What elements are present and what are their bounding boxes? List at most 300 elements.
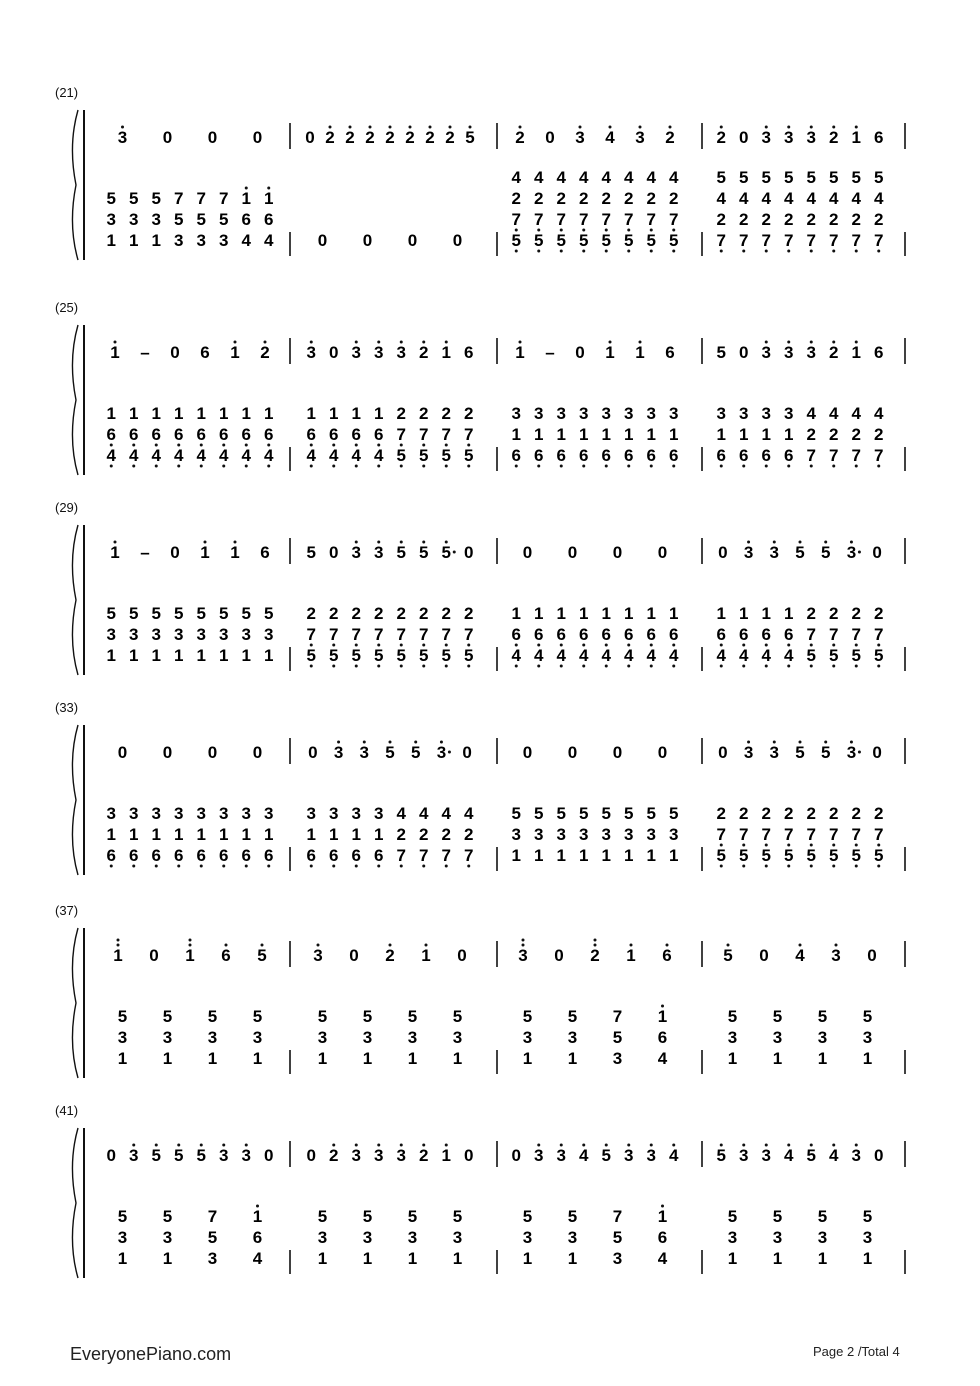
accompaniment-note: 1: [511, 425, 521, 444]
accompaniment-note: 4: [761, 646, 771, 665]
accompaniment-note: 3: [329, 804, 339, 823]
octave-down-dot: [855, 465, 858, 468]
accompaniment-note: 4: [511, 646, 521, 665]
melody-note: 1: [851, 343, 861, 362]
accompaniment-note: 2: [874, 425, 884, 444]
accompaniment-note: 5: [441, 446, 451, 465]
accompaniment-note: 2: [739, 804, 749, 823]
system: [72, 725, 905, 875]
octave-up-dot: [787, 126, 790, 129]
accompaniment-note: 3: [196, 231, 206, 250]
melody-note: 1: [851, 128, 861, 147]
octave-down-dot: [560, 465, 563, 468]
accompaniment-note: 5: [851, 646, 861, 665]
melody-note: 0: [612, 743, 623, 762]
accompaniment-note: 5: [534, 804, 544, 823]
accompaniment-note: 7: [207, 1207, 218, 1226]
octave-up-dot: [429, 126, 432, 129]
accompaniment-note: 3: [362, 1028, 373, 1047]
accompaniment-note: 4: [669, 168, 679, 187]
accompaniment-note: 3: [534, 404, 544, 423]
accompaniment-note: 2: [806, 425, 816, 444]
accompaniment-note: 5: [252, 1007, 263, 1026]
accompaniment-note: 7: [351, 625, 361, 644]
octave-down-dot: [377, 665, 380, 668]
octave-up-dot: [605, 1144, 608, 1147]
accompaniment-note: 7: [534, 210, 544, 229]
octave-down-dot: [355, 865, 358, 868]
accompaniment-note: 1: [761, 425, 771, 444]
melody-note: 3: [575, 128, 585, 147]
accompaniment-note: 4: [646, 168, 656, 187]
accompaniment-note: 4: [669, 646, 679, 665]
melody-note: –: [140, 543, 150, 562]
accompaniment-note: 2: [556, 189, 566, 208]
accompaniment-note: 5: [419, 446, 429, 465]
accompaniment-note: 4: [579, 646, 589, 665]
system: [72, 325, 905, 475]
accompaniment-note: 6: [129, 846, 139, 865]
melody-note: 0: [170, 343, 180, 362]
accompaniment-note: 3: [129, 210, 139, 229]
octave-down-dot: [515, 465, 518, 468]
accompaniment-note: 6: [174, 425, 184, 444]
octave-down-dot: [810, 250, 813, 253]
melody-note: 3: [761, 343, 771, 362]
melody-note: 0: [207, 743, 218, 762]
melody-note: 5: [716, 343, 726, 362]
melody-note: 0: [872, 543, 882, 562]
accompaniment-note: 5: [829, 646, 839, 665]
accompaniment-note: 6: [511, 446, 521, 465]
octave-up-dot: [363, 741, 366, 744]
accompaniment-note: 7: [716, 231, 726, 250]
accompaniment-note: 5: [567, 1207, 578, 1226]
accompaniment-note: 4: [806, 189, 816, 208]
melody-note: 3: [635, 128, 645, 147]
octave-up-dot: [445, 341, 448, 344]
accompaniment-note: 3: [241, 625, 251, 644]
accompaniment-note: 4: [396, 804, 406, 823]
octave-down-dot: [377, 865, 380, 868]
accompaniment-note: 2: [374, 604, 384, 623]
octave-down-dot: [332, 665, 335, 668]
accompaniment-note: 2: [419, 404, 429, 423]
octave-up-dot: [445, 1144, 448, 1147]
accompaniment-note: 6: [739, 446, 749, 465]
accompaniment-note: 7: [829, 625, 839, 644]
octave-down-dot: [672, 665, 675, 668]
octave-down-dot: [132, 865, 135, 868]
octave-up-dot: [469, 126, 472, 129]
accompaniment-note: 1: [646, 604, 656, 623]
melody-note: 5: [820, 543, 831, 562]
accompaniment-note: 4: [829, 404, 839, 423]
melody-note: 3: [241, 1146, 251, 1165]
octave-down-dot: [627, 465, 630, 468]
octave-up-dot: [832, 341, 835, 344]
octave-up-dot: [114, 341, 117, 344]
octave-down-dot: [742, 465, 745, 468]
octave-up-dot: [117, 944, 120, 947]
melody-note: 6: [200, 343, 210, 362]
octave-up-dot: [349, 126, 352, 129]
accompaniment-note: 1: [241, 404, 251, 423]
melody-note: 2: [425, 128, 435, 147]
octave-down-dot: [720, 865, 723, 868]
octave-up-dot: [204, 541, 207, 544]
octave-up-dot: [414, 741, 417, 744]
accompaniment-note: 1: [567, 1249, 578, 1268]
melody-note: 3: [851, 1146, 861, 1165]
octave-up-dot: [661, 1205, 664, 1208]
octave-up-dot: [317, 944, 320, 947]
octave-down-dot: [245, 465, 248, 468]
melody-note: 0: [872, 743, 882, 762]
melody-note: –: [545, 343, 555, 362]
octave-down-dot: [422, 865, 425, 868]
accompaniment-note: 1: [579, 425, 589, 444]
accompaniment-note: 6: [646, 625, 656, 644]
accompaniment-note: 3: [739, 404, 749, 423]
melody-note: 0: [545, 128, 555, 147]
accompaniment-note: 1: [624, 846, 634, 865]
accompaniment-note: 1: [252, 1207, 263, 1226]
octave-down-dot: [267, 865, 270, 868]
octave-up-dot: [609, 126, 612, 129]
accompaniment-note: 7: [306, 625, 316, 644]
accompaniment-note: 2: [624, 189, 634, 208]
accompaniment-note: 6: [511, 625, 521, 644]
octave-down-dot: [650, 465, 653, 468]
octave-up-dot: [189, 939, 192, 942]
octave-down-dot: [720, 665, 723, 668]
accompaniment-note: 7: [601, 210, 611, 229]
accompaniment-note: 6: [196, 425, 206, 444]
accompaniment-note: 2: [419, 604, 429, 623]
accompaniment-note: 5: [351, 646, 361, 665]
measure-number: (33): [55, 700, 79, 715]
accompaniment-note: 5: [772, 1007, 783, 1026]
accompaniment-note: 7: [612, 1207, 623, 1226]
octave-down-dot: [787, 665, 790, 668]
melody-note: 4: [829, 1146, 839, 1165]
accompaniment-note: 3: [151, 625, 161, 644]
brace: [72, 725, 78, 875]
accompaniment-note: 6: [374, 846, 384, 865]
melody-note: 0: [464, 543, 474, 562]
accompaniment-note: 1: [117, 1249, 128, 1268]
accompaniment-note: 7: [874, 625, 884, 644]
accompaniment-note: 7: [441, 846, 451, 865]
accompaniment-note: 5: [601, 231, 611, 250]
accompaniment-note: 2: [441, 404, 451, 423]
accompaniment-note: 1: [601, 604, 611, 623]
accompaniment-note: 3: [374, 804, 384, 823]
octave-down-dot: [177, 865, 180, 868]
accompaniment-note: 5: [106, 604, 116, 623]
accompaniment-note: 1: [452, 1049, 463, 1068]
octave-down-dot: [810, 865, 813, 868]
accompaniment-note: 3: [727, 1028, 738, 1047]
octave-up-dot: [639, 341, 642, 344]
accompaniment-note: 7: [716, 825, 726, 844]
accompaniment-note: 1: [374, 404, 384, 423]
accompaniment-note: 7: [419, 425, 429, 444]
accompaniment-note: 2: [874, 604, 884, 623]
accompaniment-note: 2: [601, 189, 611, 208]
melody-note: 3: [219, 1146, 229, 1165]
melody-note: 6: [221, 946, 231, 965]
accompaniment-note: 3: [624, 825, 634, 844]
accompaniment-note: 3: [511, 825, 521, 844]
melody-note: 0: [207, 128, 218, 147]
accompaniment-note: 1: [511, 846, 521, 865]
melody-note: 1: [110, 543, 120, 562]
accompaniment-note: 6: [374, 425, 384, 444]
accompaniment-note: 5: [534, 231, 544, 250]
accompaniment-note: 1: [534, 604, 544, 623]
accompaniment-note: 1: [579, 604, 589, 623]
accompaniment-note: 6: [624, 446, 634, 465]
accompaniment-note: 0: [362, 231, 373, 250]
octave-up-dot: [832, 126, 835, 129]
melody-note: 2: [405, 128, 415, 147]
octave-down-dot: [445, 465, 448, 468]
accompaniment-note: 2: [806, 210, 816, 229]
accompaniment-note: 1: [784, 425, 794, 444]
accompaniment-note: 5: [106, 189, 116, 208]
accompaniment-note: 4: [306, 446, 316, 465]
octave-up-dot: [377, 541, 380, 544]
accompaniment-note: 5: [739, 168, 749, 187]
accompaniment-note: 1: [129, 231, 139, 250]
octave-down-dot: [537, 250, 540, 253]
melody-note: 3: [351, 1146, 361, 1165]
accompaniment-note: 3: [219, 231, 229, 250]
measure-number: (21): [55, 85, 79, 100]
accompaniment-note: 6: [761, 625, 771, 644]
accompaniment-note: 3: [317, 1028, 328, 1047]
measure-number: (41): [55, 1103, 79, 1118]
octave-down-dot: [110, 465, 113, 468]
accompaniment-note: 7: [829, 231, 839, 250]
octave-up-dot: [560, 1144, 563, 1147]
octave-up-dot: [200, 1144, 203, 1147]
accompaniment-note: 6: [534, 625, 544, 644]
accompaniment-note: 5: [727, 1207, 738, 1226]
octave-up-dot: [630, 944, 633, 947]
accompaniment-note: 6: [264, 846, 274, 865]
accompaniment-note: 3: [716, 404, 726, 423]
accompaniment-note: 5: [129, 604, 139, 623]
accompaniment-note: 5: [874, 846, 884, 865]
melody-note: 3: [351, 343, 361, 362]
accompaniment-note: 2: [739, 210, 749, 229]
accompaniment-note: 4: [624, 646, 634, 665]
octave-up-dot: [579, 126, 582, 129]
accompaniment-note: 1: [362, 1249, 373, 1268]
octave-down-dot: [855, 865, 858, 868]
melody-note: 3: [518, 946, 528, 965]
octave-down-dot: [720, 250, 723, 253]
melody-note: 0: [349, 946, 359, 965]
melody-note: 3: [846, 543, 857, 562]
accompaniment-note: 1: [207, 1049, 218, 1068]
melody-note: 3: [846, 743, 857, 762]
accompaniment-note: 5: [374, 646, 384, 665]
octave-up-dot: [747, 541, 750, 544]
accompaniment-note: 1: [106, 231, 116, 250]
accompaniment-note: 1: [329, 825, 339, 844]
accompaniment-note: 5: [624, 804, 634, 823]
accompaniment-note: 7: [174, 189, 184, 208]
octave-down-dot: [560, 665, 563, 668]
accompaniment-note: 4: [716, 189, 726, 208]
accompaniment-note: 3: [129, 625, 139, 644]
accompaniment-note: 6: [646, 446, 656, 465]
octave-down-dot: [672, 465, 675, 468]
accompaniment-note: 4: [151, 446, 161, 465]
melody-note: 0: [554, 946, 564, 965]
octave-up-dot: [582, 1144, 585, 1147]
accompaniment-note: 6: [556, 625, 566, 644]
accompaniment-note: 2: [329, 604, 339, 623]
accompaniment-note: 2: [669, 189, 679, 208]
melody-note: 2: [385, 946, 395, 965]
accompaniment-note: 2: [851, 425, 861, 444]
accompaniment-note: 3: [264, 804, 274, 823]
octave-down-dot: [310, 865, 313, 868]
melody-note: 2: [590, 946, 600, 965]
melody-note: 1: [441, 1146, 451, 1165]
accompaniment-note: 5: [579, 804, 589, 823]
octave-down-dot: [332, 865, 335, 868]
accompaniment-note: 3: [601, 825, 611, 844]
accompaniment-note: 5: [784, 846, 794, 865]
octave-down-dot: [445, 665, 448, 668]
accompaniment-note: 6: [219, 846, 229, 865]
accompaniment-note: 4: [806, 404, 816, 423]
melody-note: 5: [723, 946, 733, 965]
accompaniment-note: 4: [601, 168, 611, 187]
accompaniment-note: 4: [874, 189, 884, 208]
site-name[interactable]: EveryonePiano.com: [70, 1344, 232, 1364]
accompaniment-note: 2: [419, 825, 429, 844]
melody-note: 1: [230, 543, 240, 562]
accompaniment-note: 1: [219, 646, 229, 665]
octave-down-dot: [832, 465, 835, 468]
octave-down-dot: [200, 465, 203, 468]
melody-note: 1: [185, 946, 195, 965]
accompaniment-note: 1: [252, 1049, 263, 1068]
octave-up-dot: [672, 1144, 675, 1147]
octave-down-dot: [222, 865, 225, 868]
accompaniment-note: 2: [441, 604, 451, 623]
melody-note: 2: [325, 128, 335, 147]
accompaniment-note: 7: [196, 189, 206, 208]
octave-down-dot: [310, 465, 313, 468]
octave-up-dot: [377, 1144, 380, 1147]
accompaniment-note: 7: [784, 231, 794, 250]
octave-up-dot: [727, 944, 730, 947]
accompaniment-note: 3: [151, 804, 161, 823]
melody-note: 5: [795, 743, 805, 762]
accompaniment-note: 6: [601, 625, 611, 644]
melody-note: 3: [333, 743, 344, 762]
octave-down-dot: [810, 465, 813, 468]
melody-note: 3: [739, 1146, 749, 1165]
melody-note: 2: [329, 1146, 339, 1165]
melody-note: 0: [739, 128, 749, 147]
melody-note: 2: [345, 128, 355, 147]
melody-note: 0: [462, 743, 472, 762]
accompaniment-note: 4: [657, 1049, 668, 1068]
octave-up-dot: [720, 1144, 723, 1147]
octave-up-dot: [773, 541, 776, 544]
accompaniment-note: 5: [464, 446, 474, 465]
melody-note: 4: [579, 1146, 589, 1165]
melody-note: 0: [305, 128, 315, 147]
accompaniment-note: 2: [806, 604, 816, 623]
accompaniment-note: 5: [716, 846, 726, 865]
octave-up-dot: [594, 939, 597, 942]
octave-up-dot: [389, 741, 392, 744]
octave-down-dot: [877, 665, 880, 668]
accompaniment-note: 5: [117, 1207, 128, 1226]
melody-note: 3: [769, 543, 780, 562]
melody-note: 1: [605, 343, 615, 362]
accompaniment-note: 1: [374, 825, 384, 844]
accompaniment-note: 7: [374, 625, 384, 644]
accompaniment-note: 5: [174, 210, 184, 229]
accompaniment-note: 6: [601, 446, 611, 465]
accompaniment-note: 2: [851, 210, 861, 229]
accompaniment-note: 3: [117, 1028, 128, 1047]
octave-up-dot: [234, 541, 237, 544]
accompaniment-note: 5: [612, 1028, 623, 1047]
melody-note: 6: [874, 128, 884, 147]
accompaniment-note: 2: [829, 804, 839, 823]
accompaniment-note: 1: [241, 189, 251, 208]
accompaniment-note: 5: [784, 168, 794, 187]
accompaniment-note: 1: [862, 1049, 873, 1068]
accompaniment-note: 1: [556, 604, 566, 623]
melody-note: 3: [624, 1146, 634, 1165]
accompaniment-note: 7: [874, 231, 884, 250]
accompaniment-note: 4: [219, 446, 229, 465]
accompaniment-note: 1: [106, 646, 116, 665]
measure-number: (25): [55, 300, 79, 315]
accompaniment-note: 7: [556, 210, 566, 229]
accompaniment-note: 7: [739, 825, 749, 844]
accompaniment-note: 3: [601, 404, 611, 423]
octave-up-dot: [422, 541, 425, 544]
accompaniment-note: 7: [851, 625, 861, 644]
accompaniment-note: 1: [196, 404, 206, 423]
accompaniment-note: 7: [851, 825, 861, 844]
accompaniment-note: 6: [174, 846, 184, 865]
accompaniment-note: 7: [646, 210, 656, 229]
accompaniment-note: 5: [806, 646, 816, 665]
melody-note: 3: [761, 128, 771, 147]
accompaniment-note: 1: [151, 825, 161, 844]
octave-down-dot: [787, 250, 790, 253]
accompaniment-note: 4: [784, 646, 794, 665]
melody-note: 3: [831, 946, 841, 965]
melody-note: 3: [784, 343, 794, 362]
accompaniment-note: 3: [207, 1028, 218, 1047]
